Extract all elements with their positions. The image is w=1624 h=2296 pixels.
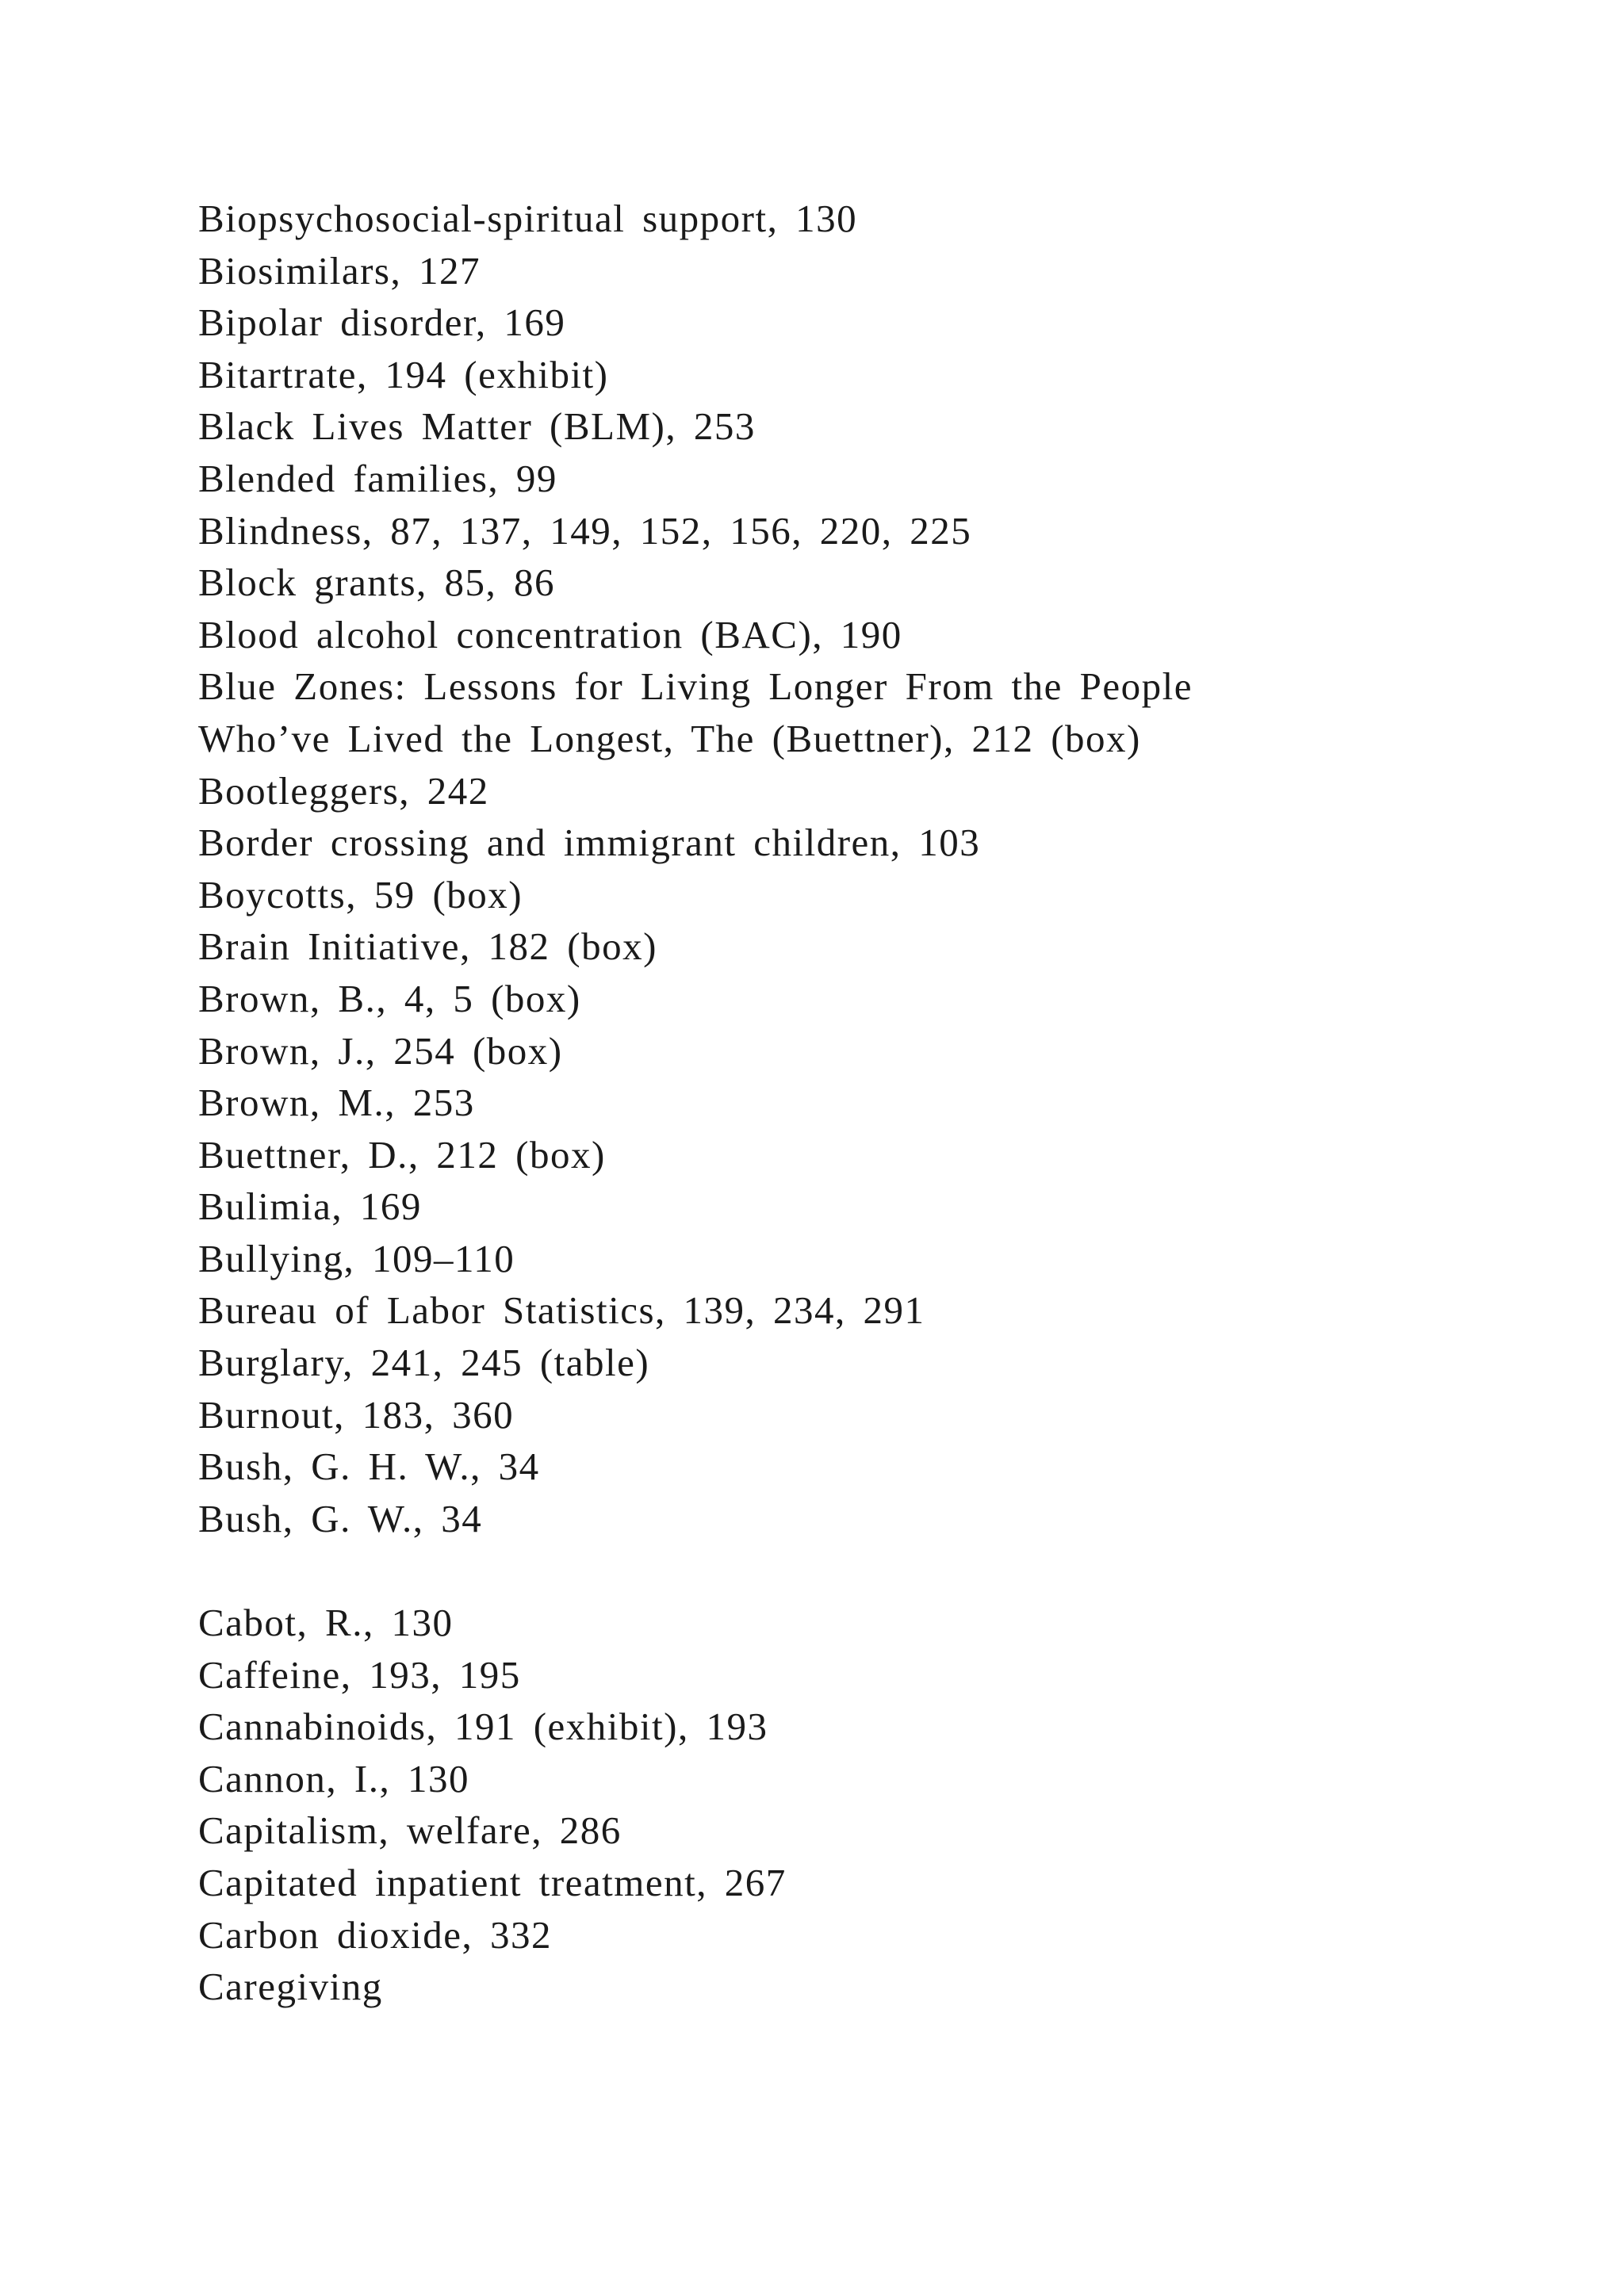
index-entry-continuation: Who’ve Lived the Longest, The (Buettner), 212 (box) bbox=[198, 716, 1141, 760]
index-entry: Capitalism, welfare, 286 bbox=[198, 1808, 622, 1853]
index-entry: Bush, G. H. W., 34 bbox=[198, 1445, 540, 1489]
index-entry: Carbon dioxide, 332 bbox=[198, 1912, 552, 1957]
index-section-c bbox=[198, 1597, 1546, 2013]
index-entry: Biopsychosocial-spiritual support, 130 bbox=[198, 197, 858, 240]
index-entry: Black Lives Matter (BLM), 253 bbox=[198, 404, 756, 449]
index-entry: Brown, J., 254 (box) bbox=[198, 1028, 563, 1073]
index-entry: Blindness, 87, 137, 149, 152, 156, 220, 225 bbox=[198, 508, 972, 553]
index-entry: Cannabinoids, 191 (exhibit), 193 bbox=[198, 1705, 768, 1749]
index-entry: Bipolar disorder, 169 bbox=[198, 300, 566, 345]
index-entry: Bush, G. W., 34 bbox=[198, 1496, 483, 1540]
index-entry: Blood alcohol concentration (BAC), 190 bbox=[198, 612, 902, 656]
index-column bbox=[198, 193, 1546, 2013]
index-entry: Buettner, D., 212 (box) bbox=[198, 1132, 606, 1177]
index-entry: Brown, M., 253 bbox=[198, 1081, 475, 1125]
index-entry: Bulimia, 169 bbox=[198, 1184, 422, 1229]
section-divider bbox=[198, 1544, 1546, 1597]
index-entry: Cannon, I., 130 bbox=[198, 1756, 469, 1800]
index-entry: Cabot, R., 130 bbox=[198, 1601, 454, 1645]
index-entry: Caffeine, 193, 195 bbox=[198, 1652, 521, 1697]
index-entry: Boycotts, 59 (box) bbox=[198, 872, 523, 916]
index-entry: Bitartrate, 194 (exhibit) bbox=[198, 352, 609, 396]
index-entry: Brain Initiative, 182 (box) bbox=[198, 924, 657, 969]
index-entry: Blended families, 99 bbox=[198, 456, 557, 500]
index-entry: Capitated inpatient treatment, 267 bbox=[198, 1861, 787, 1904]
index-entry: Biosimilars, 127 bbox=[198, 248, 481, 293]
index-section-b bbox=[198, 193, 1546, 1544]
index-entry: Bureau of Labor Statistics, 139, 234, 291 bbox=[198, 1288, 925, 1333]
index-entry: Blue Zones: Lessons for Living Longer From the People bbox=[198, 664, 1193, 709]
index-entry: Burglary, 241, 245 (table) bbox=[198, 1341, 650, 1385]
index-entry: Block grants, 85, 86 bbox=[198, 561, 556, 605]
index-entry: Bootleggers, 242 bbox=[198, 768, 489, 813]
index-entry: Border crossing and immigrant children, 103 bbox=[198, 821, 981, 865]
index-entry: Burnout, 183, 360 bbox=[198, 1392, 515, 1437]
index-entry: Caregiving bbox=[198, 1965, 383, 2009]
index-entry: Bullying, 109–110 bbox=[198, 1236, 515, 1280]
index-entry: Brown, B., 4, 5 (box) bbox=[198, 976, 581, 1020]
